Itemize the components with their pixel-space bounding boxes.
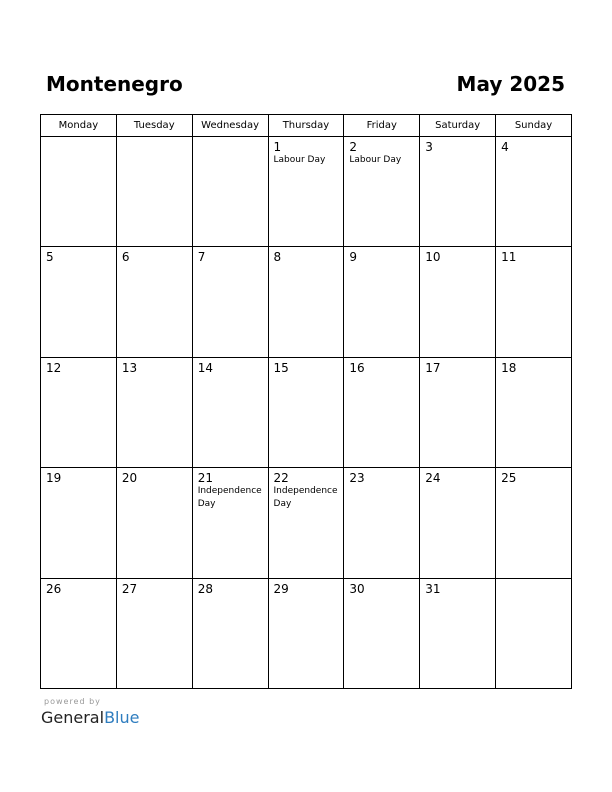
day-number: 10 — [425, 250, 441, 265]
day-cell — [192, 357, 268, 467]
day-cell — [268, 468, 344, 578]
day-number — [117, 137, 192, 140]
day-number: 9 — [349, 250, 358, 265]
day-number: 3 — [425, 140, 433, 154]
day-number: 28 — [197, 581, 213, 596]
day-cell — [116, 468, 192, 578]
day-cell — [41, 578, 117, 688]
holiday-label: Independence Day — [273, 486, 338, 510]
weekday-wednesday: Wednesday — [192, 115, 268, 137]
day-number: 29 — [273, 581, 289, 596]
day-number: 22 — [273, 471, 289, 486]
day-number — [193, 137, 268, 140]
day-number: 1 — [273, 140, 282, 154]
weekday-saturday: Saturday — [420, 115, 496, 137]
day-cell — [496, 357, 572, 467]
weekday-friday: Friday — [344, 115, 420, 137]
day-number: 5 — [46, 250, 54, 265]
day-cell — [41, 468, 117, 578]
powered-by-text: powered by — [44, 697, 101, 706]
day-number — [41, 137, 116, 140]
day-cell — [41, 357, 117, 467]
weekday-header-row — [41, 115, 572, 137]
day-number: 21 — [197, 471, 213, 486]
day-number: 14 — [197, 360, 213, 375]
weekday-sunday: Sunday — [496, 115, 572, 137]
day-number: 4 — [501, 140, 509, 154]
day-cell — [496, 247, 572, 357]
country-title: Montenegro — [46, 72, 183, 96]
day-number: 24 — [425, 471, 441, 486]
day-number: 2 — [349, 140, 358, 154]
calendar-grid — [40, 114, 572, 689]
day-number: 13 — [121, 360, 138, 375]
day-number: 18 — [501, 360, 517, 375]
weekday-tuesday: Tuesday — [116, 115, 192, 137]
day-cell — [268, 357, 344, 467]
holiday-label: Labour Day — [349, 155, 402, 165]
day-cell — [344, 468, 420, 578]
day-number: 6 — [121, 250, 130, 265]
day-cell — [344, 578, 420, 688]
week-row-1 — [41, 137, 572, 247]
week-row-2 — [41, 247, 572, 357]
day-cell — [420, 357, 496, 467]
day-cell — [192, 247, 268, 357]
day-cell — [344, 247, 420, 357]
day-number: 26 — [46, 581, 62, 596]
day-cell — [344, 357, 420, 467]
day-cell — [116, 578, 192, 688]
day-cell — [420, 578, 496, 688]
week-row-4 — [41, 468, 572, 578]
day-number: 11 — [501, 250, 517, 265]
day-cell — [420, 468, 496, 578]
brand-blue-text: Blue — [104, 708, 140, 727]
day-cell — [496, 578, 572, 688]
day-number: 15 — [273, 360, 289, 375]
day-cell — [41, 247, 117, 357]
weekday-monday: Monday — [41, 115, 117, 137]
day-cell — [344, 137, 420, 247]
week-row-3 — [41, 357, 572, 467]
day-cell — [116, 137, 192, 247]
day-number: 31 — [425, 581, 441, 596]
day-cell — [116, 247, 192, 357]
day-number: 23 — [349, 471, 365, 486]
day-number: 30 — [349, 581, 365, 596]
day-number: 20 — [121, 471, 138, 486]
day-number: 7 — [197, 250, 206, 265]
day-number: 25 — [501, 471, 517, 486]
day-number: 16 — [349, 360, 365, 375]
brand-general-text: General — [41, 708, 105, 727]
day-cell — [496, 468, 572, 578]
holiday-label: Independence Day — [197, 486, 262, 510]
day-cell — [420, 247, 496, 357]
day-number — [496, 579, 571, 582]
day-number: 12 — [46, 360, 62, 375]
day-cell — [420, 137, 496, 247]
day-number: 8 — [273, 250, 282, 265]
day-cell — [268, 137, 344, 247]
day-cell — [268, 578, 344, 688]
day-cell — [116, 357, 192, 467]
day-cell — [41, 137, 117, 247]
generalblue-logo-link[interactable] — [41, 708, 139, 728]
weekday-thursday: Thursday — [268, 115, 344, 137]
day-number: 27 — [121, 581, 138, 596]
day-cell — [192, 137, 268, 247]
month-title: May 2025 — [456, 72, 565, 96]
day-cell — [496, 137, 572, 247]
day-cell — [192, 468, 268, 578]
day-cell — [192, 578, 268, 688]
week-row-5 — [41, 578, 572, 688]
day-number: 17 — [425, 360, 441, 375]
day-number: 19 — [46, 471, 62, 486]
day-cell — [268, 247, 344, 357]
holiday-label: Labour Day — [273, 155, 326, 165]
